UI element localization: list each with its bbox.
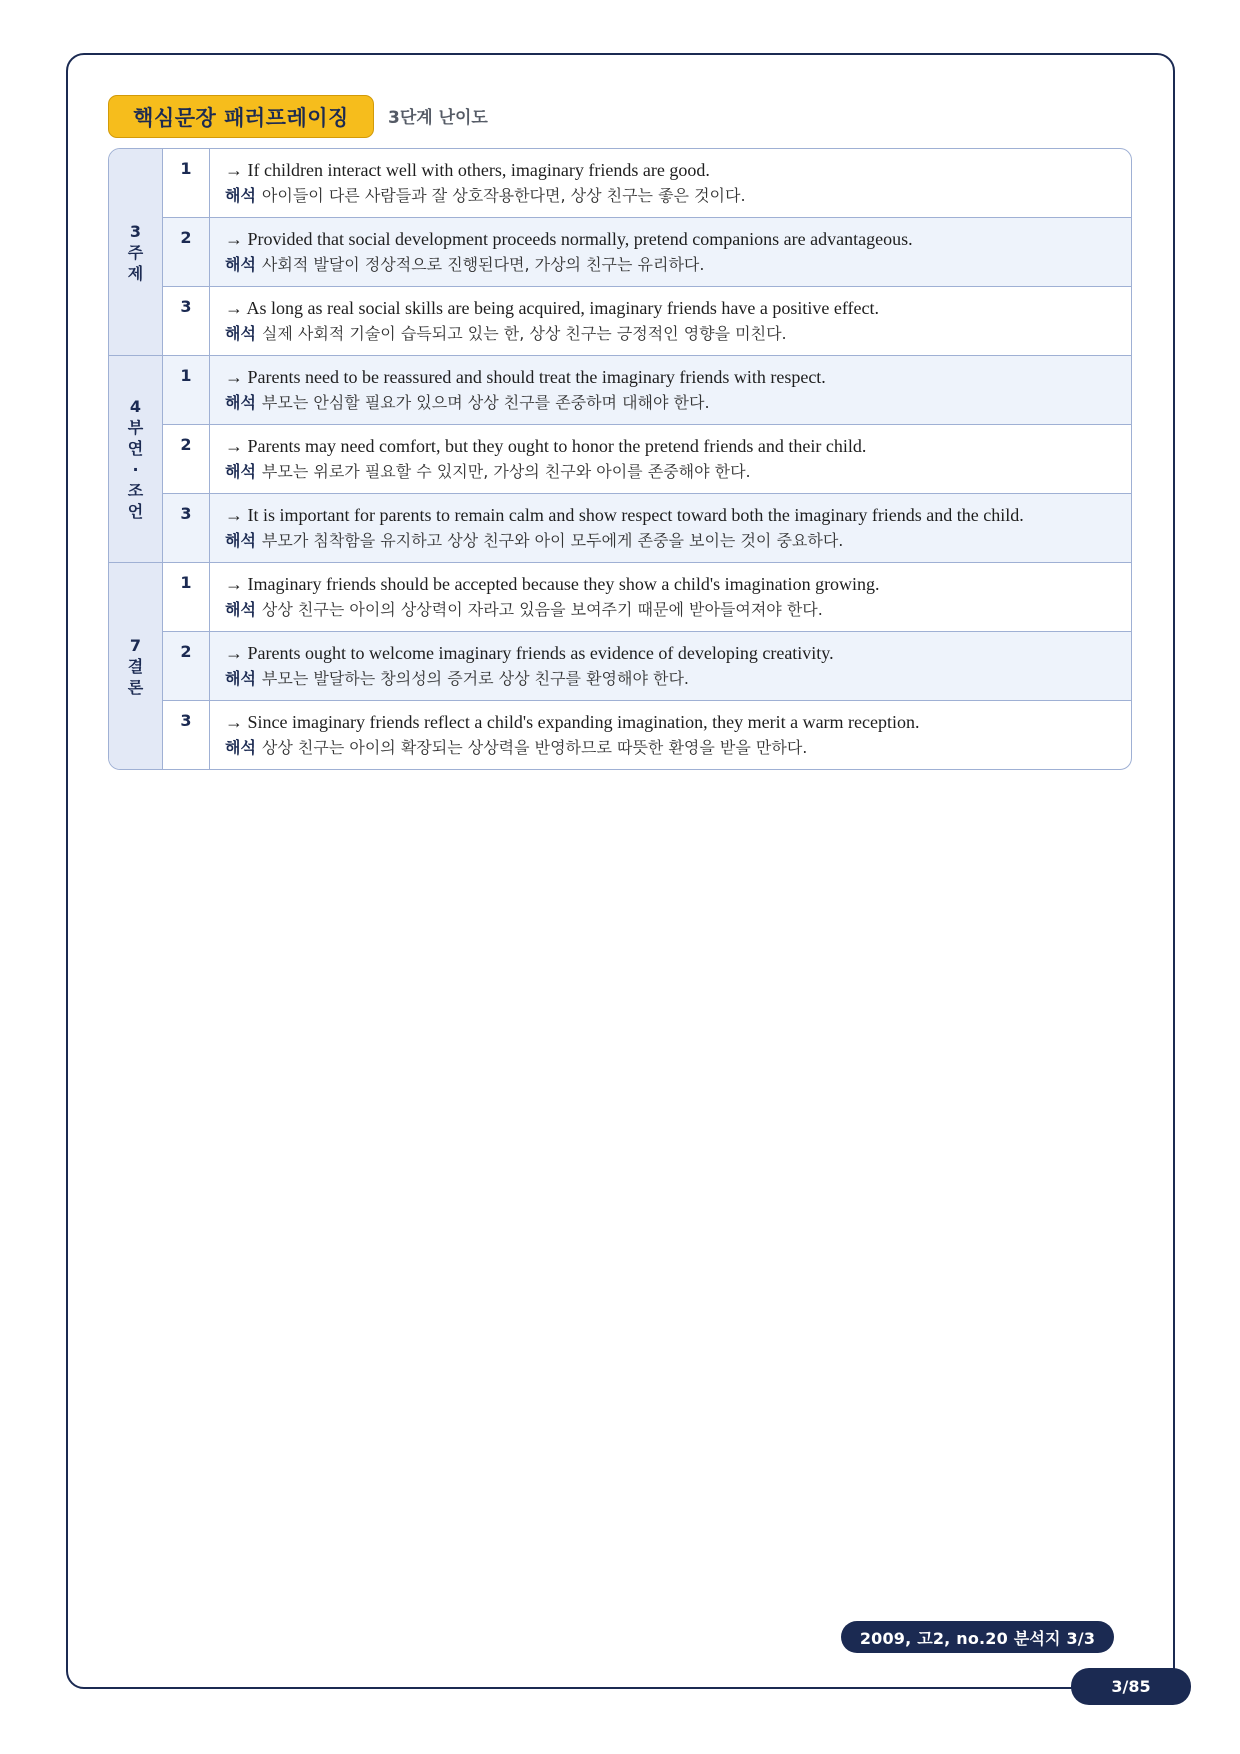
translation-tag: 해석 [225, 738, 256, 757]
table-row [163, 424, 1131, 493]
row-content [210, 632, 1131, 700]
korean-translation: 해석 부모는 안심할 필요가 있으며 상상 친구를 존중하며 대해야 한다. [225, 393, 710, 412]
korean-translation: 해석 상상 친구는 아이의 확장되는 상상력을 반영하므로 따뜻한 환영을 받을 만하다. [225, 738, 808, 757]
row-content [210, 425, 1131, 493]
row-content [210, 494, 1131, 562]
table-row [163, 286, 1131, 355]
translation-tag: 해석 [225, 531, 256, 550]
english-sentence: → Since imaginary friends reflect a child's expanding imagination, they merit a warm reception. [225, 712, 920, 732]
korean-translation: 해석 부모는 위로가 필요할 수 있지만, 가상의 친구와 아이를 존중해야 한다. [225, 462, 751, 481]
section-label: 4부연·조언 [109, 356, 163, 562]
table-row [163, 356, 1131, 424]
row-number: 3 [163, 701, 210, 769]
row-number: 3 [163, 494, 210, 562]
row-content [210, 563, 1131, 631]
table-row [163, 631, 1131, 700]
table-row [163, 700, 1131, 769]
row-content [210, 701, 1131, 769]
source-info-badge: 2009, 고2, no.20 분석지 3/3 [841, 1621, 1114, 1653]
table-section [109, 562, 1131, 769]
english-sentence: → Parents ought to welcome imaginary friends as evidence of developing creativity. [225, 643, 834, 663]
translation-tag: 해석 [225, 393, 256, 412]
english-sentence: → Imaginary friends should be accepted because they show a child's imagination growing. [225, 574, 880, 594]
korean-translation: 해석 부모는 발달하는 창의성의 증거로 상상 친구를 환영해야 한다. [225, 669, 690, 688]
section-title-badge: 핵심문장 패러프레이징 [108, 95, 374, 138]
row-content [210, 218, 1131, 286]
translation-tag: 해석 [225, 255, 256, 274]
korean-translation: 해석 실제 사회적 기술이 습득되고 있는 한, 상상 친구는 긍정적인 영향을 미친다. [225, 324, 787, 343]
table-section [109, 355, 1131, 562]
korean-translation: 해석 부모가 침착함을 유지하고 상상 친구와 아이 모두에게 존중을 보이는 것이 중요하다. [225, 531, 844, 550]
table-row [163, 493, 1131, 562]
page-number-badge: 3/85 [1071, 1668, 1191, 1705]
table-row [163, 563, 1131, 631]
translation-tag: 해석 [225, 462, 256, 481]
translation-tag: 해석 [225, 324, 256, 343]
row-number: 1 [163, 149, 210, 217]
english-sentence: → Parents may need comfort, but they ought to honor the pretend friends and their child. [225, 436, 867, 456]
section-label: 7결론 [109, 563, 163, 769]
korean-translation: 해석 아이들이 다른 사람들과 잘 상호작용한다면, 상상 친구는 좋은 것이다. [225, 186, 746, 205]
difficulty-label: 3단계 난이도 [388, 108, 488, 128]
row-number: 3 [163, 287, 210, 355]
translation-tag: 해석 [225, 669, 256, 688]
paraphrase-table [108, 148, 1132, 770]
english-sentence: → Provided that social development proceeds normally, pretend companions are advantageous. [225, 229, 913, 249]
english-sentence: → As long as real social skills are being acquired, imaginary friends have a positive effect. [225, 298, 879, 318]
table-section [109, 149, 1131, 355]
korean-translation: 해석 사회적 발달이 정상적으로 진행된다면, 가상의 친구는 유리하다. [225, 255, 705, 274]
row-number: 2 [163, 218, 210, 286]
row-number: 1 [163, 563, 210, 631]
translation-tag: 해석 [225, 600, 256, 619]
table-row [163, 149, 1131, 217]
row-content [210, 287, 1131, 355]
english-sentence: → If children interact well with others, imaginary friends are good. [225, 160, 710, 180]
korean-translation: 해석 상상 친구는 아이의 상상력이 자라고 있음을 보여주기 때문에 받아들여져야 한다. [225, 600, 823, 619]
row-number: 2 [163, 425, 210, 493]
row-number: 2 [163, 632, 210, 700]
section-label: 3주제 [109, 149, 163, 355]
english-sentence: → Parents need to be reassured and should treat the imaginary friends with respect. [225, 367, 826, 387]
row-content [210, 356, 1131, 424]
row-content [210, 149, 1131, 217]
table-row [163, 217, 1131, 286]
translation-tag: 해석 [225, 186, 256, 205]
row-number: 1 [163, 356, 210, 424]
english-sentence: → It is important for parents to remain calm and show respect toward both the imaginary friends and the child. [225, 505, 1024, 525]
